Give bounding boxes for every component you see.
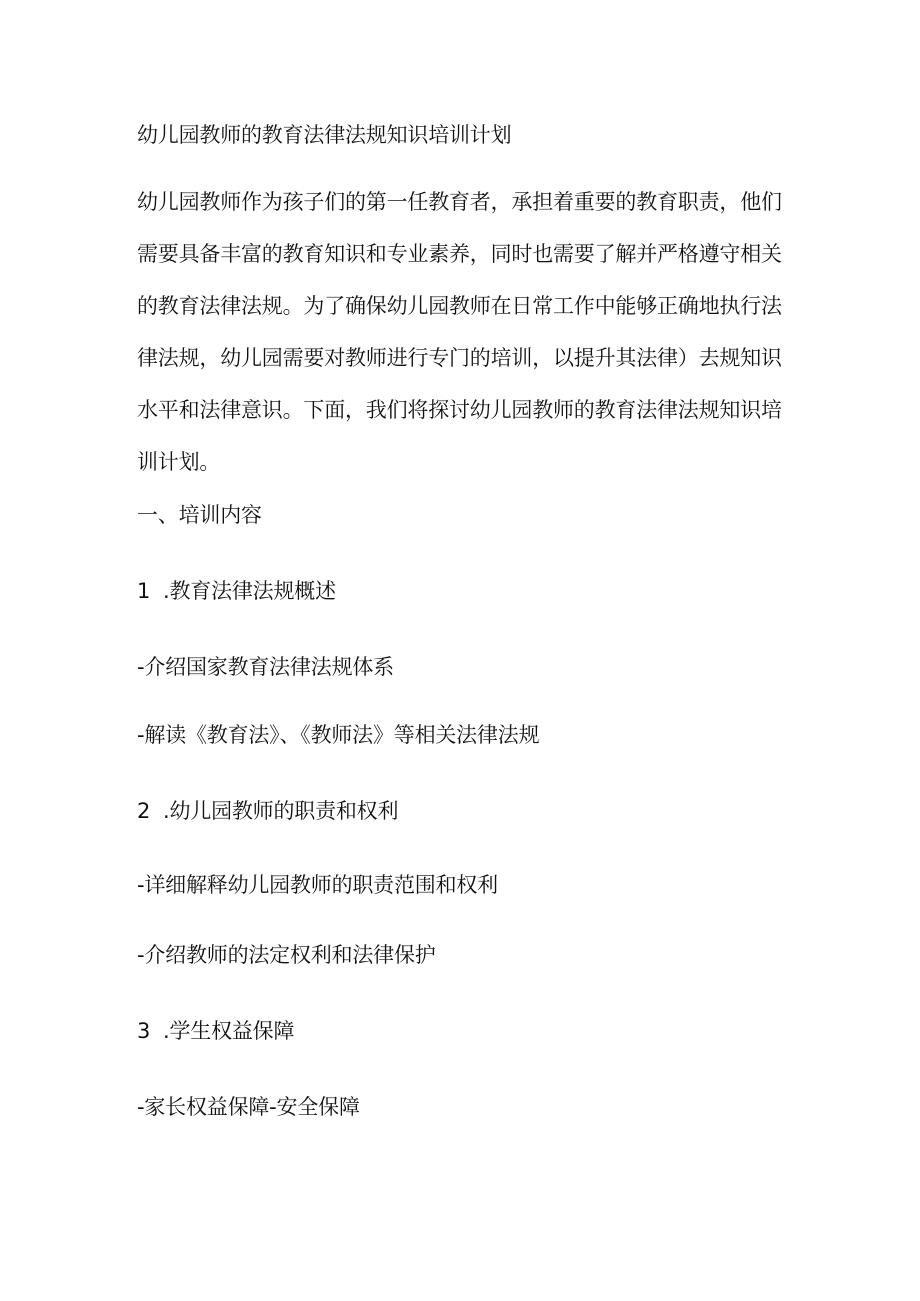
intro-line: 需要具备丰富的教育知识和专业素养，同时也需要了解并严格遵守相关 [137, 242, 782, 266]
item-title: .学生权益保障 [163, 1019, 295, 1043]
item-heading-1 [137, 578, 336, 604]
item-point: -家长权益保障-安全保障 [137, 1095, 360, 1119]
item-heading-2 [137, 798, 398, 824]
intro-paragraph [137, 188, 782, 500]
item-heading-3 [137, 1018, 294, 1044]
item-point: -介绍国家教育法律法规体系 [137, 655, 394, 679]
item-title: .幼儿园教师的职责和权利 [163, 799, 399, 823]
item-point: -详细解释幼儿园教师的职责范围和权利 [137, 873, 498, 897]
item-point: -解读《教育法》、《教师法》等相关法律法规 [137, 723, 540, 747]
intro-line: 幼儿园教师作为孩子们的第一任教育者，承担着重要的教育职责，他们 [137, 190, 782, 214]
intro-line: 水平和法律意识。下面，我们将探讨幼儿园教师的教育法律法规知识培 [137, 398, 782, 422]
section-heading: 一、培训内容 [137, 503, 262, 527]
intro-line: 的教育法律法规。为了确保幼儿园教师在日常工作中能够正确地执行法 [137, 294, 782, 318]
item-number: 2 [137, 799, 151, 823]
item-title: .教育法律法规概述 [163, 579, 336, 603]
document-title: 幼儿园教师的教育法律法规知识培训计划 [137, 123, 512, 147]
item-number: 1 [137, 579, 151, 603]
item-number: 3 [137, 1019, 151, 1043]
item-point: -介绍教师的法定权利和法律保护 [137, 943, 436, 967]
intro-line: 训计划。 [137, 450, 221, 474]
intro-line: 律法规，幼儿园需要对教师进行专门的培训，以提升其法律）去规知识 [137, 346, 782, 370]
